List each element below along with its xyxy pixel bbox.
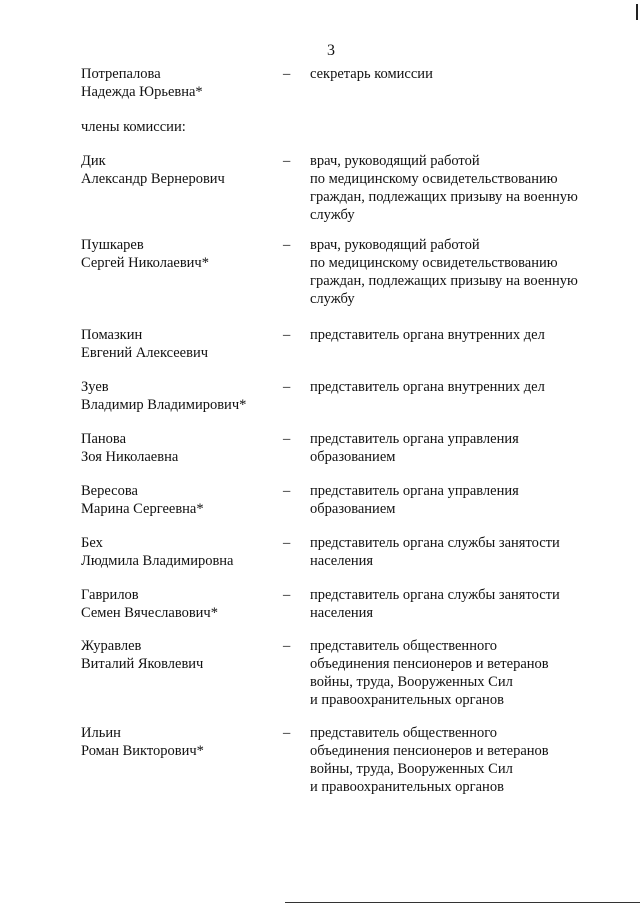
member-role-line: представитель общественного — [310, 638, 498, 654]
member-given-names: Роман Викторович* — [81, 743, 204, 759]
member-role-line: представитель органа внутренних дел — [310, 327, 545, 343]
member-role-line: войны, труда, Вооруженных Сил — [310, 674, 513, 690]
member-dash: – — [283, 725, 291, 741]
member-given-names: Зоя Николаевна — [81, 449, 179, 465]
member-given-names: Людмила Владимировна — [81, 553, 234, 569]
member-role-line: граждан, подлежащих призыву на военную — [310, 273, 578, 289]
member-surname: Зуев — [81, 379, 109, 395]
secretary-surname: Потрепалова — [81, 66, 161, 82]
member-role-line: врач, руководящий работой — [310, 237, 480, 253]
member-role-line: представитель органа управления — [310, 431, 519, 447]
member-surname: Панова — [81, 431, 127, 447]
member-dash: – — [283, 638, 291, 654]
member-surname: Гаврилов — [81, 587, 139, 603]
member-surname: Пушкарев — [81, 237, 144, 253]
member-dash: – — [283, 379, 291, 395]
member-given-names: Сергей Николаевич* — [81, 255, 209, 271]
secretary-dash: – — [283, 66, 291, 82]
member-dash: – — [283, 483, 291, 499]
member-role-line: представитель органа службы занятости — [310, 587, 560, 603]
members-heading: члены комиссии: — [81, 119, 186, 135]
member-role-line: по медицинскому освидетельствованию — [310, 171, 558, 187]
member-given-names: Виталий Яковлевич — [81, 656, 204, 672]
member-role-line: и правоохранительных органов — [310, 692, 504, 708]
member-dash: – — [283, 237, 291, 253]
member-given-names: Александр Вернерович — [81, 171, 225, 187]
member-role-line: граждан, подлежащих призыву на военную — [310, 189, 578, 205]
member-role-line: населения — [310, 605, 374, 621]
member-given-names: Марина Сергеевна* — [81, 501, 204, 517]
member-role-line: службу — [310, 207, 355, 223]
member-role-line: населения — [310, 553, 374, 569]
member-given-names: Евгений Алексеевич — [81, 345, 209, 361]
secretary-given-names: Надежда Юрьевна* — [81, 84, 203, 100]
member-role-line: представитель органа службы занятости — [310, 535, 560, 551]
member-dash: – — [283, 431, 291, 447]
member-role-line: представитель общественного — [310, 725, 498, 741]
member-role-line: объединения пенсионеров и ветеранов — [310, 743, 549, 759]
member-role-line: образованием — [310, 449, 396, 465]
member-role-line: и правоохранительных органов — [310, 779, 504, 795]
member-surname: Бех — [81, 535, 103, 551]
member-given-names: Семен Вячеславович* — [81, 605, 218, 621]
member-role-line: службу — [310, 291, 355, 307]
member-role-line: войны, труда, Вооруженных Сил — [310, 761, 513, 777]
member-surname: Дик — [81, 153, 106, 169]
member-role-line: по медицинскому освидетельствованию — [310, 255, 558, 271]
member-dash: – — [283, 587, 291, 603]
bottom-scan-rule — [285, 902, 640, 903]
member-dash: – — [283, 153, 291, 169]
member-surname: Ильин — [81, 725, 121, 741]
member-surname: Помазкин — [81, 327, 143, 343]
page-number: 3 — [327, 42, 335, 59]
scan-edge-mark — [636, 4, 638, 20]
member-dash: – — [283, 327, 291, 343]
member-role-line: объединения пенсионеров и ветеранов — [310, 656, 549, 672]
secretary-role: секретарь комиссии — [310, 66, 433, 82]
member-surname: Журавлев — [81, 638, 142, 654]
member-role-line: образованием — [310, 501, 396, 517]
member-surname: Вересова — [81, 483, 138, 499]
member-role-line: врач, руководящий работой — [310, 153, 480, 169]
member-dash: – — [283, 535, 291, 551]
member-role-line: представитель органа внутренних дел — [310, 379, 545, 395]
member-given-names: Владимир Владимирович* — [81, 397, 247, 413]
member-role-line: представитель органа управления — [310, 483, 519, 499]
